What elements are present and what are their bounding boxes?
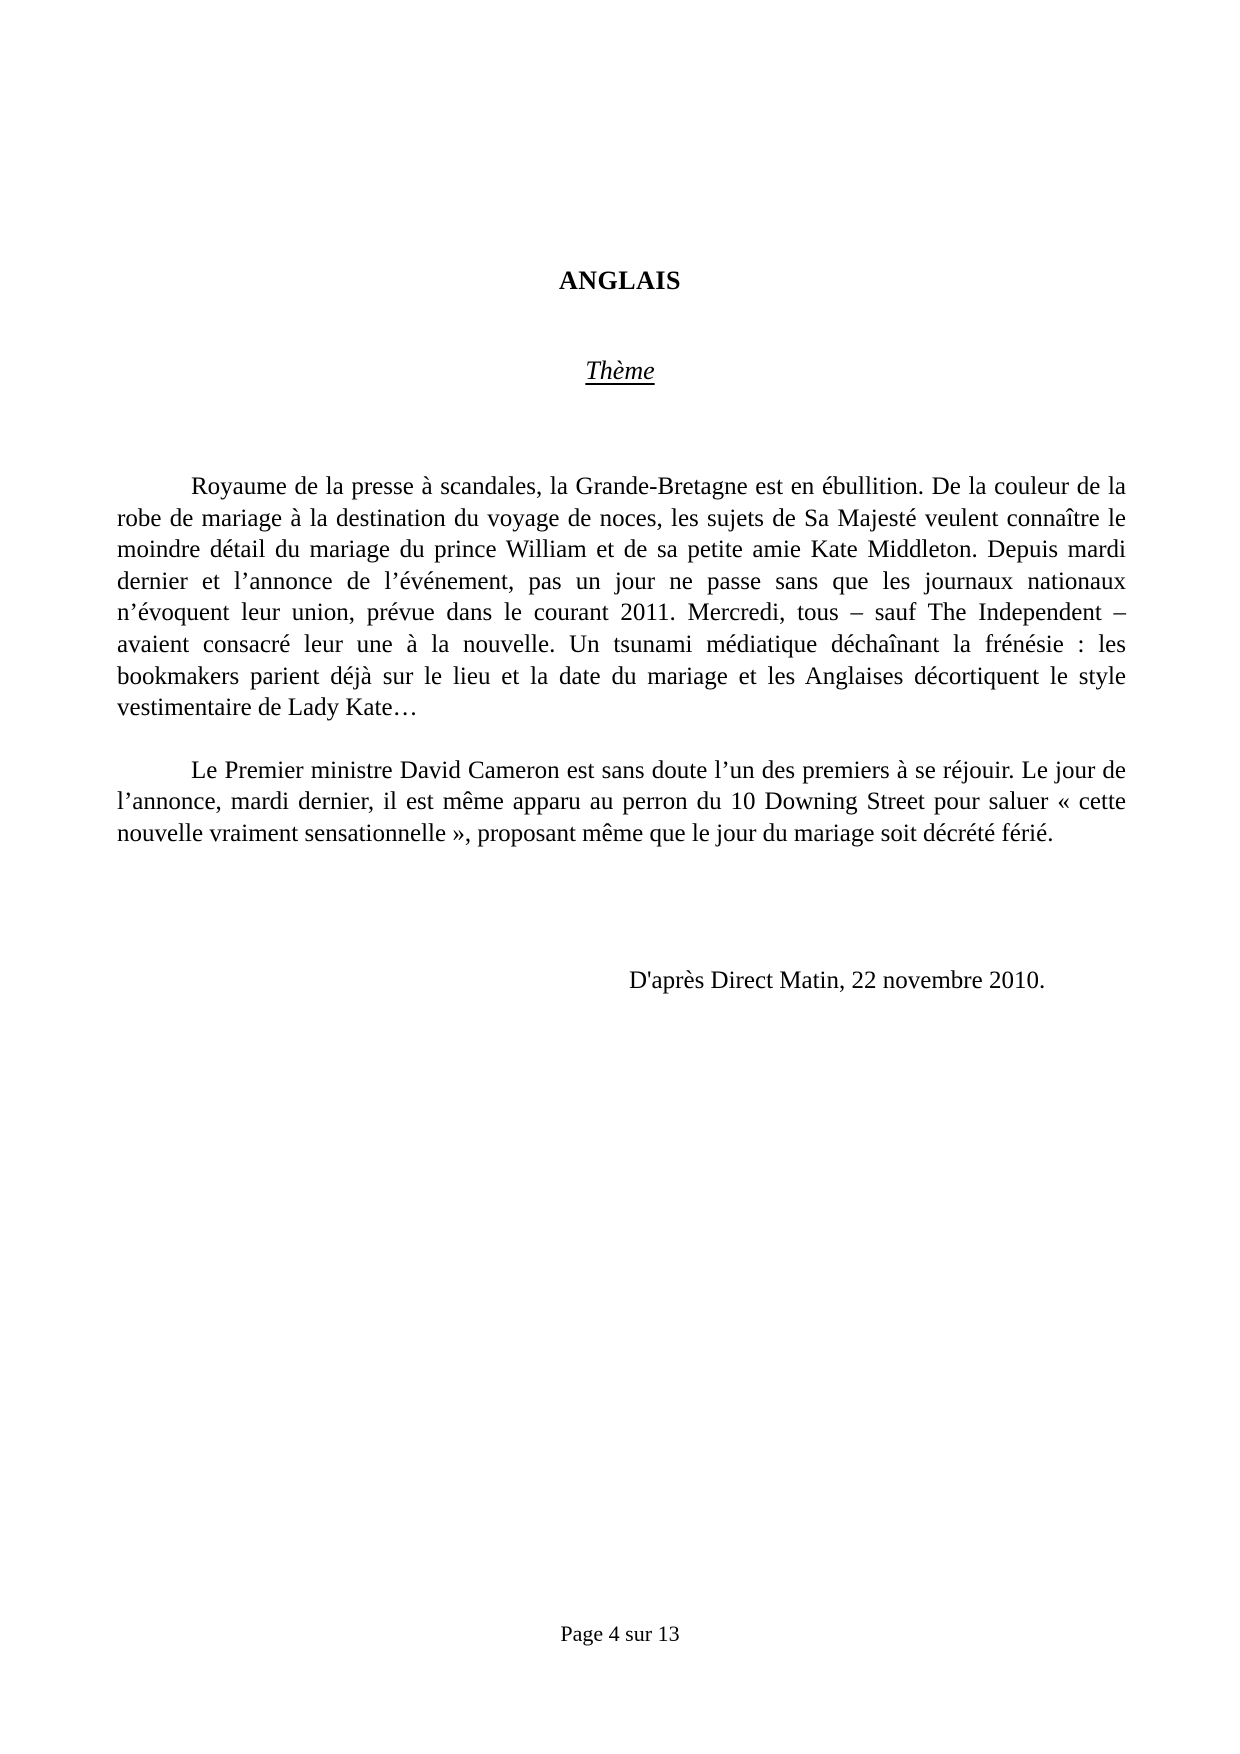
paragraph-1: Royaume de la presse à scandales, la Grande-Bretagne est en ébullition. De la couleur de la robe de mariage à la destination du voyage de noces, les sujets de Sa Majesté veulent connaître le moindre détail du mariage du prince William et de sa petite amie Kate Middleton. Depuis mardi dernier et l’annonce de l’événement, pas un jour ne passe sans que les journaux nationaux n’évoquent leur union, prévue dans le courant 2011. Mercredi, tous – sauf The Independent – avaient consacré leur une à la nouvelle. Un tsunami médiatique déchaînant la frénésie : les bookmakers parient déjà sur le lieu et la date du mariage et les Anglaises décortiquent le style vestimentaire de Lady Kate… xyxy=(117,473,1126,722)
page-number: Page 4 sur 13 xyxy=(560,1621,680,1646)
paragraph-2: Le Premier ministre David Cameron est sans doute l’un des premiers à se réjouir. Le jour de l’annonce, mardi dernier, il est même apparu au perron du 10 Downing Street pour saluer « cette nouvelle vraiment sensationnelle », proposant même que le jour du mariage soit décrété férié. xyxy=(117,756,1126,847)
section-subtitle: Thème xyxy=(585,356,655,385)
page-title: ANGLAIS xyxy=(559,266,681,295)
body-text xyxy=(117,471,1126,850)
source-citation: D'après Direct Matin, 22 novembre 2010. xyxy=(629,967,1046,994)
